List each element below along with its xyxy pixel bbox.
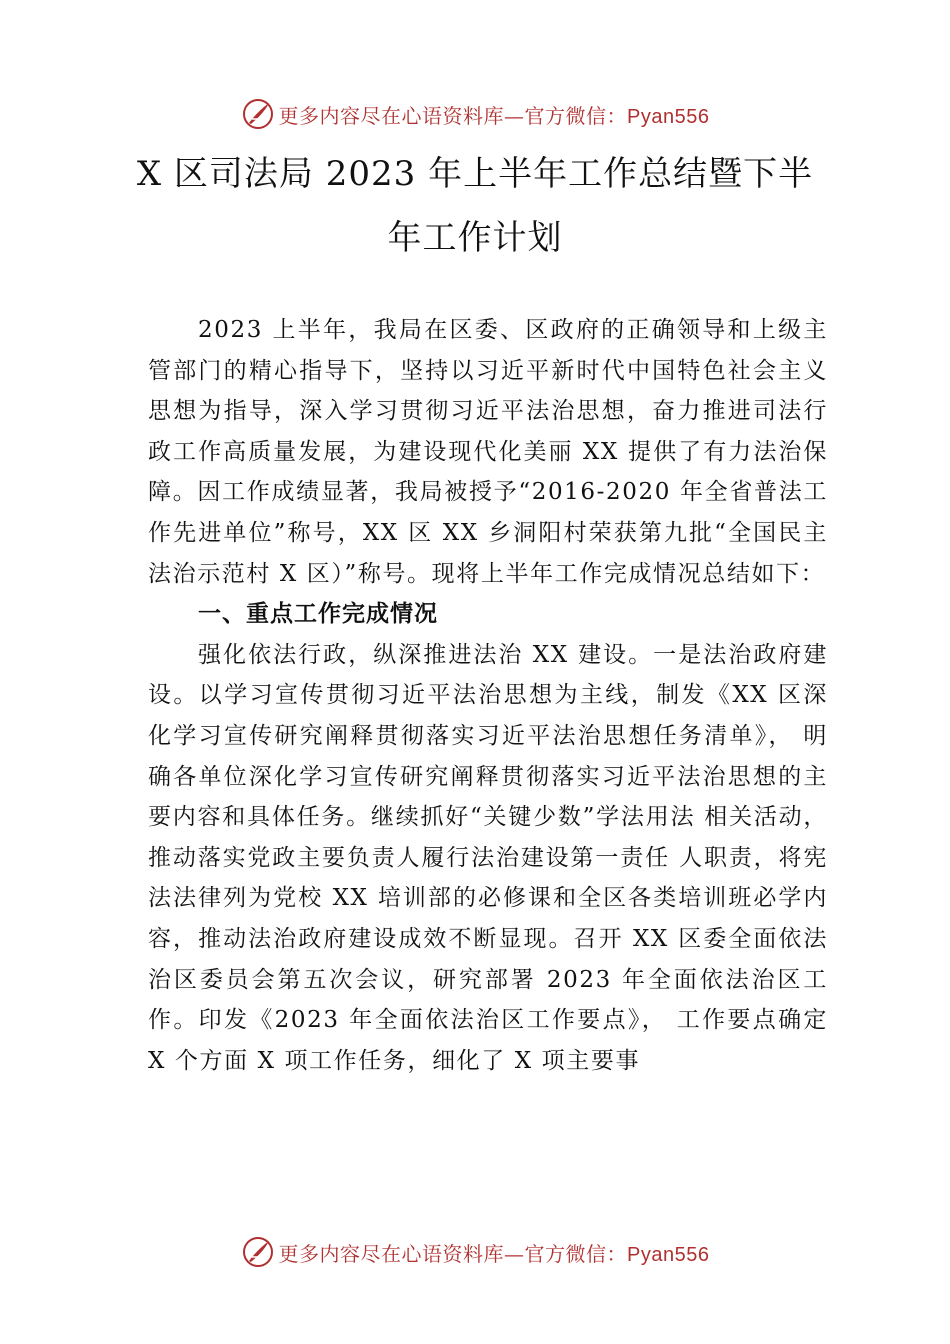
document-body [148, 310, 828, 1081]
document-title-line1: X 区司法局 2023 年上半年工作总结暨下半 [136, 154, 814, 194]
section1-paragraph: 强化依法行政，纵深推进法治 XX 建设。一是法治政府建设。以学习宣传贯彻习近平法治思想为主线，制发《XX 区深化学习宣传研究阐释贯彻落实习近平法治思想任务清单》， 明确各单位深化学习宣传研究阐释贯彻落实习近平法治思想的主要内容和具体任务。继续抓好“关键少数”学法用法 相关活动，推动落实党政主要负责人履行法治建设第一责任 人职责，将宪法法律列为党校 XX 培训部的必修课和全区各类培训班必学内容，推动法治政府建设成效不断显现。召开 XX 区委全面依法治区委员会第五次会议，研究部署 2023 年全面依法治区工作。印发《2023 年全面依法治区工作要点》， 工作要点确定 X 个方面 X 项工作任务，细化了 X 项主要事 [148, 641, 828, 1074]
watermark-text: 更多内容尽在心语资料库—官方微信： [278, 103, 628, 128]
quill-seal-icon [241, 97, 275, 131]
watermark-text: 更多内容尽在心语资料库—官方微信： [278, 1241, 628, 1266]
footer-watermark [0, 1232, 950, 1272]
quill-seal-icon [241, 1235, 275, 1269]
section1-heading: 一、重点工作完成情况 [198, 601, 438, 628]
watermark-wechat-id: Pyan556 [627, 105, 710, 128]
intro-paragraph: 2023 上半年，我局在区委、区政府的正确领导和上级主管部门的精心指导下，坚持以习近平新时代中国特色社会主义思想为指导，深入学习贯彻习近平法治思想，奋力推进司法行政工作高质量发展，为建设现代化美丽 XX 提供了有力法治保障。因工作成绩显著，我局被授予“2016-2020 年全省普法工作先进单位”称号，XX 区 XX 乡洞阳村荣获第九批“全国民主法治示范村 X 区）”称号。现将上半年工作完成情况总结如下： [148, 317, 828, 587]
watermark-wechat-id: Pyan556 [627, 1243, 710, 1266]
header-watermark [0, 94, 950, 134]
document-title-line2: 年工作计划 [387, 218, 563, 258]
